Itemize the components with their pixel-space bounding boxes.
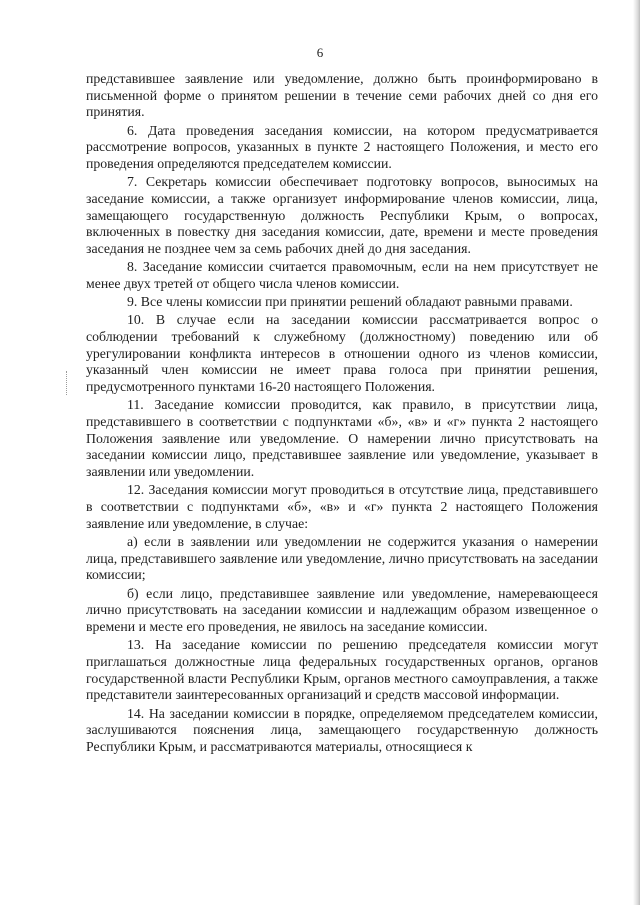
paragraph-14: 14. На заседании комиссии в порядке, определяемом председателем комиссии, заслушиваются пояснения лица, замещающего государственную должность Республики Крым, и рассматриваются материалы, относящиеся к <box>86 705 598 754</box>
scan-artifact <box>66 371 70 395</box>
paragraph-10: 10. В случае если на заседании комиссии рассматривается вопрос о соблюдении требований к служебному (должностному) поведению или об урегулировании конфликта интересов в отношении одного из членов комиссии, указанный член комиссии не имеет права голоса при принятии решения, предусмотренного пунктами 16-20 настоящего Положения. <box>86 312 598 395</box>
paragraph-9: 9. Все члены комиссии при принятии решений обладают равными правами. <box>127 294 573 310</box>
paragraph-7: 7. Секретарь комиссии обеспечивает подготовку вопросов, выносимых на заседание комиссии, а также организует информирование членов комиссии, лица, замещающего государственную должность Республики Крым, о вопросах, включенных в повестку дня заседания комиссии, дате, времени и месте проведения заседания не позднее чем за семь рабочих дней до дня заседания. <box>86 174 598 257</box>
paragraph-8: 8. Заседание комиссии считается правомочным, если на нем присутствует не менее двух третей от общего числа членов комиссии. <box>86 259 598 291</box>
paragraph-13: 13. На заседание комиссии по решению председателя комиссии могут приглашаться должностные лица федеральных государственных органов, органов государственной власти Республики Крым, органов местного самоуправления, а также представители заинтересованных организаций и средств массовой информации. <box>86 637 598 703</box>
document-body <box>86 71 598 757</box>
scan-edge-shadow <box>633 0 640 905</box>
paragraph-12-b: б) если лицо, представившее заявление или уведомление, намеревающееся лично присутствовать на заседании комиссии и надлежащим образом извещенное о времени и месте его проведения, не явилось на заседание комиссии. <box>86 585 598 634</box>
paragraph-6: 6. Дата проведения заседания комиссии, на котором предусматривается рассмотрение вопросов, указанных в пункте 2 настоящего Положения, и место его проведения определяются председателем комиссии. <box>86 122 598 172</box>
page-number: 6 <box>316 45 324 60</box>
paragraph-11: 11. Заседание комиссии проводится, как правило, в присутствии лица, представившего в соответствии с подпунктами «б», «в» и «г» пункта 2 настоящего Положения заявление или уведомление. О намерении лично присутствовать на заседании комиссии лицо, представившее заявление или уведомление, указывает в заявлении или уведомлении. <box>86 397 598 480</box>
paragraph-12: 12. Заседания комиссии могут проводиться в отсутствие лица, представившего в соответствии с подпунктами «б», «в» и «г» пункта 2 настоящего Положения заявление или уведомление, в случае: <box>86 482 598 531</box>
paragraph-12-a: а) если в заявлении или уведомлении не содержится указания о намерении лица, представившего заявление или уведомление, лично присутствовать на заседании комиссии; <box>86 533 598 583</box>
paragraph-continuation: представившее заявление или уведомление, должно быть проинформировано в письменной форме о принятом решении в течение семи рабочих дней со дня его принятия. <box>86 71 598 120</box>
